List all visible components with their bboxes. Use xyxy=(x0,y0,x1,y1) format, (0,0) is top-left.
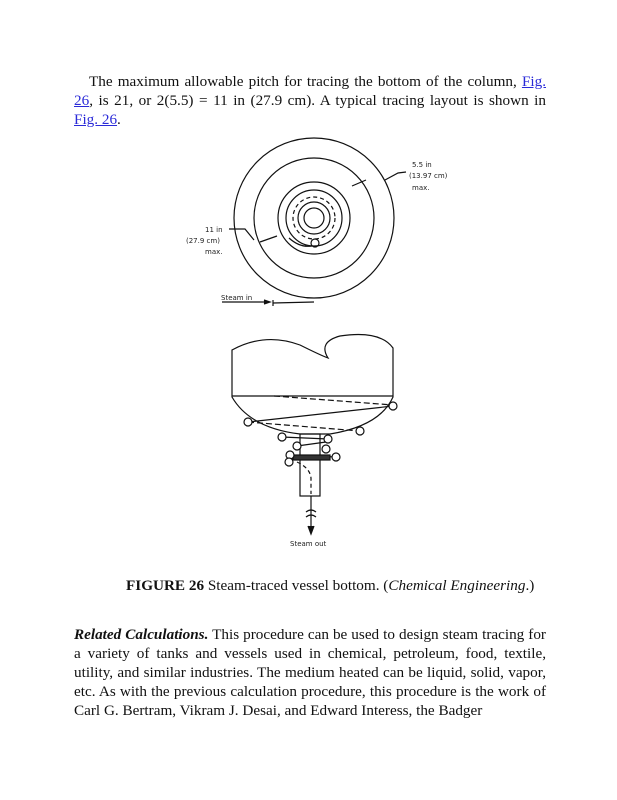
related-heading: Related Calculations. xyxy=(74,626,209,643)
inner-trace-circle xyxy=(278,182,350,254)
related-text: This procedure can be used to design steam tracing for a variety of tanks and vessels used in chemical, petroleum, food, textile, utility, and similar industries. The medium heated can be liquid, solid, vapor, etc. As with the previous calculation procedure, this procedure is the work of Carl G. Bertram, Vikram J. Desai, and Edward Interess, the Badger xyxy=(74,626,546,719)
caption-source: Chemical Engineering xyxy=(388,577,526,594)
intro-text: . xyxy=(117,111,121,128)
caption-end: .) xyxy=(525,577,535,594)
outer-trace-circle xyxy=(234,138,394,298)
caption-label: FIGURE 26 xyxy=(126,577,205,594)
caption-text: Steam-traced vessel bottom. ( xyxy=(204,577,389,594)
steam-in-label: Steam in xyxy=(221,294,253,302)
steam-out-label: Steam out xyxy=(290,540,327,548)
fig-26-link-2[interactable]: Fig. 26 xyxy=(74,111,118,128)
pitch-inner-label: max. xyxy=(205,248,223,256)
related-calculations-paragraph xyxy=(74,625,546,720)
pitch-inner-label: 11 in xyxy=(205,226,223,234)
fig-26-link[interactable]: Fig. 26 xyxy=(74,73,546,109)
figure-caption xyxy=(126,577,534,595)
pitch-outer-label: 5.5 in xyxy=(412,161,432,169)
vessel-outline xyxy=(232,335,393,435)
middle-trace-circle xyxy=(254,158,374,278)
pitch-outer-label: (13.97 cm) xyxy=(409,172,448,180)
intro-text: , is 21, or 2(5.5) = 11 in (27.9 cm). A typical tracing layout is shown in xyxy=(89,92,546,109)
pitch-outer-label: max. xyxy=(412,184,430,192)
pitch-inner-label: (27.9 cm) xyxy=(186,237,220,245)
intro-text: The maximum allowable pitch for tracing the bottom of the column, xyxy=(89,73,522,90)
